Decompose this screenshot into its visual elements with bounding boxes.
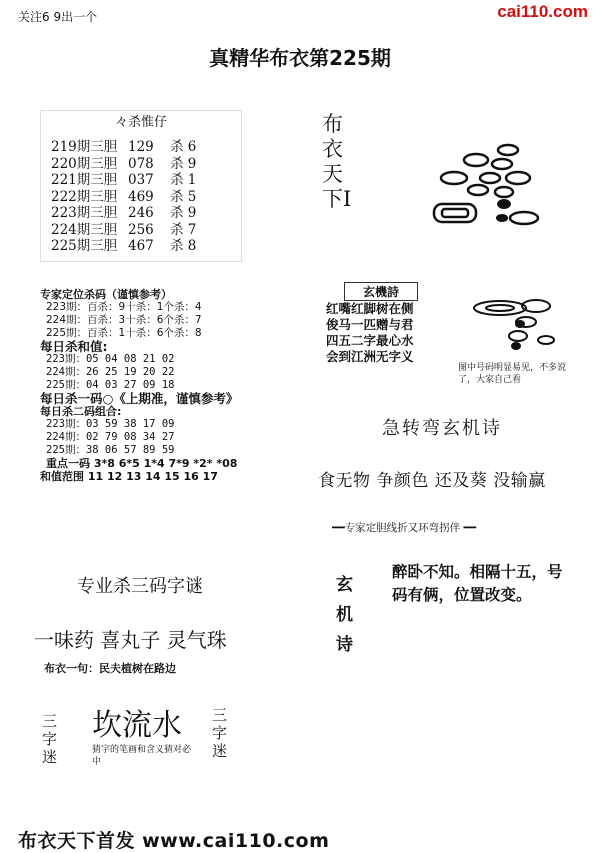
jizhuan-title: 急转弯玄机诗: [382, 418, 502, 439]
riddle-text: 一味药 喜丸子 灵气珠: [34, 628, 227, 652]
xuanji-poem: [326, 282, 454, 365]
sha: 杀 8: [170, 238, 197, 254]
xuan-text: 醉卧不知。相隔十五，号码有俩，位置改变。: [392, 562, 563, 604]
table-row: [51, 238, 196, 255]
kanliushui: 坎流水: [92, 708, 182, 743]
issue: 224期三胆: [51, 221, 118, 238]
sha: 杀 9: [170, 205, 197, 221]
table-row: [51, 139, 196, 156]
poem-title: 玄機詩: [344, 282, 418, 301]
issue: 220期三胆: [51, 155, 118, 172]
sha: 杀 1: [170, 172, 197, 188]
table-row: [51, 156, 196, 173]
food-line: 食无物 争颜色 还及葵 没输赢: [318, 471, 546, 491]
follow-note: 关注6 9出一个: [18, 10, 98, 24]
yima-heading: 每日杀一码○《上期准，谨慎参考》: [40, 391, 239, 406]
sandan-panel: [40, 110, 242, 262]
sanzi-left: 三字迷: [42, 712, 58, 766]
sanzi-right: 三字迷: [212, 706, 228, 760]
issue: 219期三胆: [51, 139, 118, 155]
poem-line: 四五二字最心水: [326, 333, 414, 348]
sha: 杀 9: [170, 155, 197, 172]
list-item: 225期：38 06 57 89 59: [46, 444, 175, 456]
list-item: 223期：03 59 38 17 09: [46, 418, 175, 430]
poem-line: 红嘴红脚树在侧: [326, 301, 414, 316]
hezhi-range: 和值范围 11 12 13 14 15 16 17: [40, 470, 218, 483]
dan: 469: [128, 188, 154, 205]
list-item: 223期：百杀：9十杀：1个杀：4: [46, 301, 202, 313]
kill-code-panel: [40, 288, 240, 514]
number-picture-2-icon: [466, 294, 566, 358]
table-row: [51, 222, 196, 239]
hezhi-heading: 每日杀和值:: [40, 339, 108, 354]
list-item: 224期：百杀：3十杀：6个杀：7: [46, 314, 202, 326]
poem-line: 俊马一匹赠与君: [326, 317, 414, 332]
xuanjishi-vertical: 玄机诗: [336, 575, 353, 655]
dan: 467: [128, 238, 154, 254]
buyi-vertical: 布衣天下I: [322, 112, 352, 211]
issue: 223期三胆: [51, 205, 118, 221]
dan: 037: [128, 172, 154, 188]
table-row: [51, 189, 196, 206]
sha: 杀 6: [170, 139, 197, 155]
issue: 225期三胆: [51, 238, 118, 254]
riddle-note: 猜字的笔画和含义猜对必中: [92, 745, 192, 767]
dingwei-heading: 专家定位杀码（谨慎参考）: [40, 288, 172, 301]
brand-logo-text[interactable]: cai110.com: [497, 2, 588, 21]
sha: 杀 7: [170, 221, 197, 238]
dan: 129: [128, 139, 154, 155]
sha: 杀 5: [170, 188, 197, 205]
issue: 221期三胆: [51, 172, 118, 188]
dan: 078: [128, 155, 154, 172]
image-note: 图中号码明显易见，不多说了，大家自己看: [458, 363, 567, 385]
list-item: 225期：04 03 27 09 18: [46, 379, 175, 391]
issue: 222期三胆: [51, 188, 118, 205]
list-item: 225期：百杀：1十杀：6个杀：8: [46, 327, 202, 339]
list-item: 224期：26 25 19 20 22: [46, 366, 175, 378]
zhongdian-line: 重点一码 3*8 6*5 1*4 7*9 *2* *08: [46, 457, 238, 470]
sandan-heading: 々杀惟仔: [114, 115, 167, 130]
poem-line: 会到江洲无字义: [326, 349, 414, 364]
table-row: [51, 172, 196, 189]
number-picture-icon: [428, 138, 548, 238]
sandan-rows: [51, 139, 196, 255]
dan: 246: [128, 205, 154, 221]
riddle-title: 专业杀三码字谜: [77, 576, 203, 597]
buyi-line: 布衣一句：民夫植树在路边: [44, 662, 176, 675]
list-item: 224期：02 79 08 34 27: [46, 431, 175, 443]
page-title: 真精华布衣第225期: [209, 46, 391, 70]
table-row: [51, 205, 196, 222]
list-item: 223期：05 04 08 21 02: [46, 353, 175, 365]
erma-heading: 每日杀二码组合:: [40, 405, 122, 418]
footer-text: 布衣天下首发 www.cai110.com: [18, 830, 330, 852]
expert-line: ━━专家定胆线折又环弯拐伴 ━━: [332, 522, 477, 534]
dan: 256: [128, 221, 154, 238]
